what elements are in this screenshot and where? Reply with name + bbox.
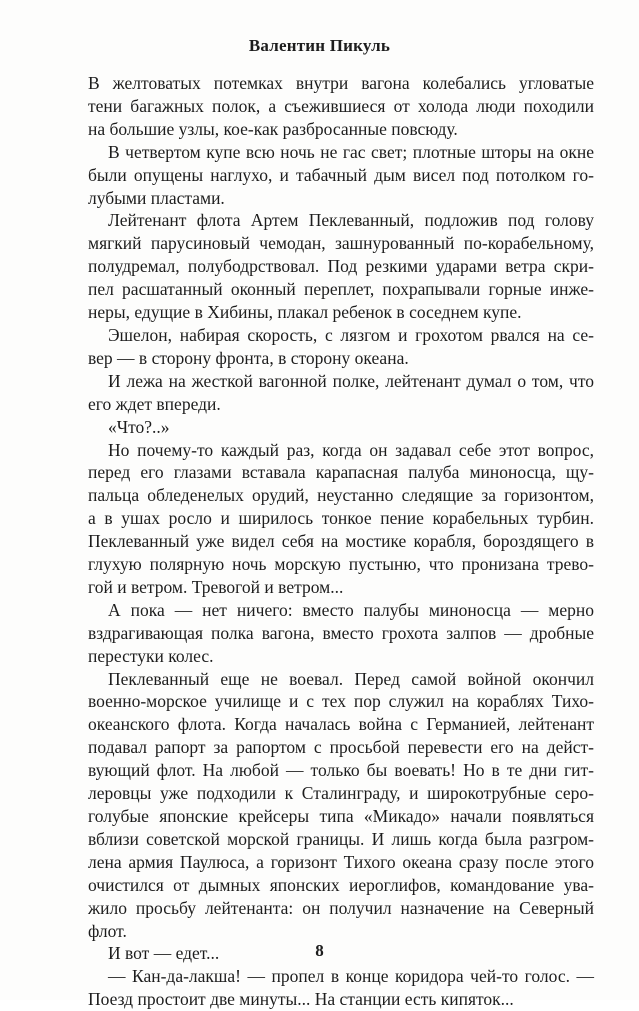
text-line: океанского флота. Когда началась война с Германией, лейтенант: [88, 714, 594, 735]
text-line: мягкий парусиновый чемодан, зашнурованный по-корабельному,: [88, 233, 594, 254]
paragraph: [88, 416, 594, 439]
text-line: лубыми пластами.: [88, 187, 225, 208]
paragraph: [88, 370, 594, 416]
text-line: флот.: [88, 920, 127, 941]
text-line: перестуки колес.: [88, 645, 214, 666]
text-line: вздрагивающая полка вагона, вместо грохота залпов — дробные: [88, 622, 594, 643]
text-line: леровцы уже подходили к Сталинграду, и широкотрубные серо-: [88, 783, 594, 804]
text-line: полудремал, полубодрствовал. Под резкими ударами ветра скри-: [88, 256, 594, 277]
text-line: Поезд простоит две минуты... На станции есть кипяток...: [88, 989, 514, 1010]
text-line: подавал рапорт за рапортом с просьбой перевести его на дейст-: [88, 737, 594, 758]
body-text: [88, 72, 594, 1011]
text-line: «Что?..»: [108, 416, 170, 437]
text-line: тени багажных полок, а съежившиеся от холода люди походили: [88, 95, 594, 116]
text-line: А пока — нет ничего: вместо палубы миноносца — мерно: [108, 599, 594, 620]
text-line: В желтоватых потемках внутри вагона колебались угловатые: [88, 73, 594, 93]
text-line: И лежа на жесткой вагонной полке, лейтенант думал о том, что: [108, 370, 594, 391]
text-line: его ждет впереди.: [88, 393, 221, 414]
text-line: очистился от дымных японских иероглифов, командование ува-: [88, 874, 594, 895]
paragraph: [88, 324, 594, 370]
running-title: Валентин Пикуль: [248, 36, 391, 55]
paragraph: [88, 72, 594, 141]
text-line: Пеклеванный уже видел себя на мостике корабля, бороздящего в: [88, 531, 594, 552]
paragraph: [88, 668, 594, 943]
text-line: глухую полярную ночь морскую пустыню, что пронизана трево-: [88, 554, 594, 575]
text-line: Но почему-то каждый раз, когда он задавал себе этот вопрос,: [108, 439, 594, 460]
text-line: Лейтенант флота Артем Пеклеванный, подложив под голову: [108, 210, 594, 231]
text-line: военно-морское училище и с тех пор служил на кораблях Тихо-: [88, 691, 594, 712]
text-line: на большие узлы, кое-как разбросанные повсюду.: [88, 118, 458, 139]
text-line: голубые японские крейсеры типа «Микадо» начали появляться: [88, 806, 594, 826]
text-line: вблизи советской морской границы. И лишь когда была разгром-: [88, 828, 594, 849]
text-line: пальца обледенелых орудий, неустанно следящие за горизонтом,: [88, 485, 594, 506]
text-line: а в ушах росло и ширилось тонкое пение корабельных турбин.: [88, 508, 594, 529]
text-line: вер — в сторону фронта, в сторону океана.: [88, 347, 409, 368]
paragraph: [88, 439, 594, 599]
text-line: гой и ветром. Тревогой и ветром...: [88, 576, 344, 597]
text-line: Эшелон, набирая скорость, с лязгом и грохотом рвался на се-: [108, 324, 594, 345]
text-line: были опущены наглухо, и табачный дым висел под потолком го-: [88, 164, 594, 185]
text-line: В четвертом купе всю ночь не гас свет; плотные шторы на окне: [108, 141, 594, 162]
text-line: Пеклеванный еще не воевал. Перед самой войной окончил: [108, 668, 594, 689]
paragraph: [88, 965, 594, 1011]
paragraph: [88, 209, 594, 324]
paragraph: [88, 141, 594, 210]
text-line: жило просьбу лейтенанта: он получил назначение на Северный: [88, 897, 594, 918]
text-line: — Кан-да-лакша! — пропел в конце коридора чей-то голос. —: [108, 966, 594, 987]
text-line: И вот — едет...: [108, 943, 220, 964]
text-line: пел расшатанный оконный переплет, похрапывали горные инже-: [88, 279, 594, 300]
text-line: неры, едущие в Хибины, плакал ребенок в соседнем купе.: [88, 302, 522, 323]
text-line: вующий флот. На любой — только бы воевать! Но в те дни гит-: [88, 760, 594, 781]
page-number: 8: [315, 941, 324, 960]
text-line: лена армия Паулюса, а горизонт Тихого океана сразу после этого: [88, 851, 594, 872]
text-line: перед его глазами вставала карапасная палуба миноносца, щу-: [88, 462, 594, 483]
paragraph: [88, 599, 594, 668]
